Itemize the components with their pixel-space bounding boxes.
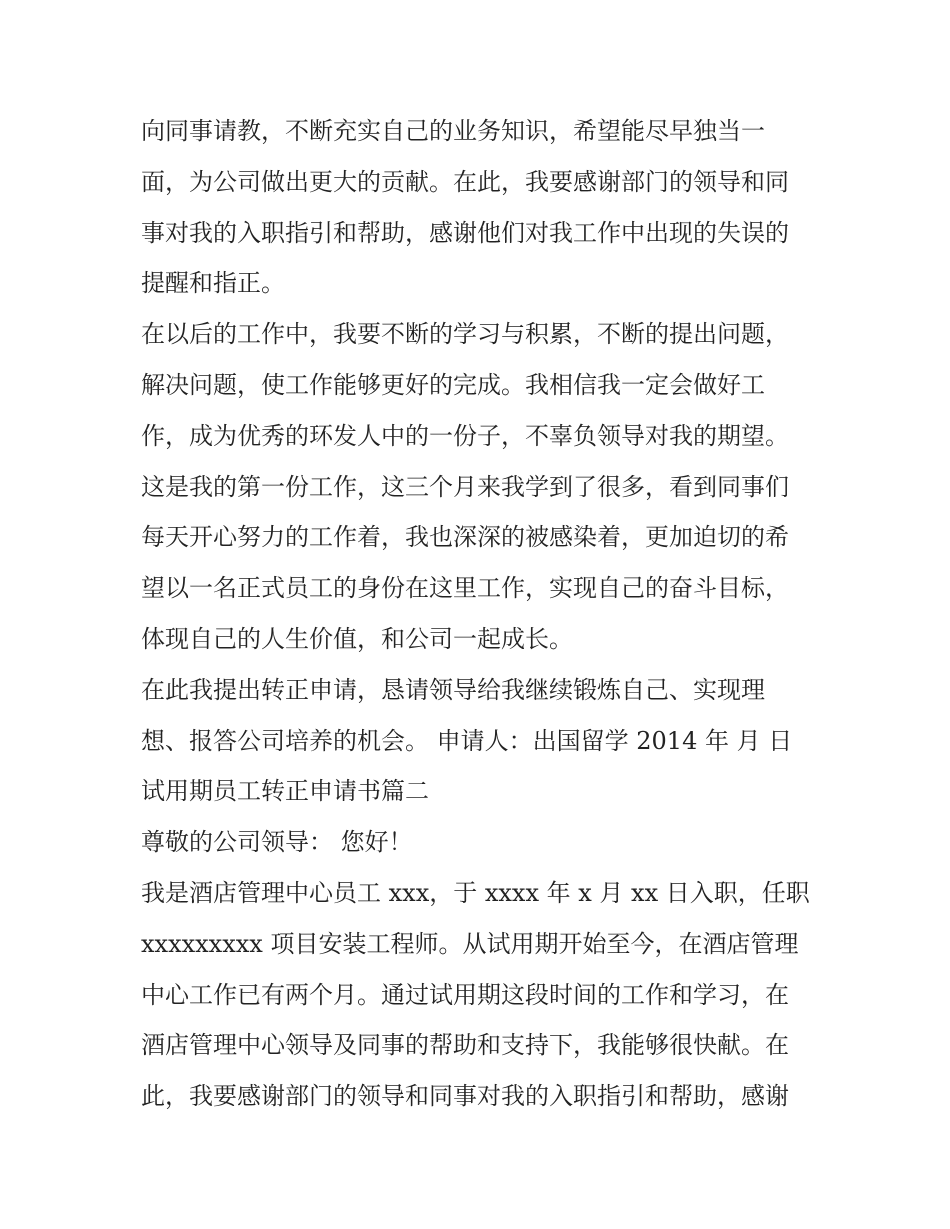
text-line: 中心工作已有两个月。通过试用期这段时间的工作和学习，在	[141, 980, 789, 1009]
text-line: 作，成为优秀的环发人中的一份子，不辜负领导对我的期望。	[141, 421, 789, 450]
text-line: 在此我提出转正申请，恳请领导给我继续锻炼自己、实现理	[141, 675, 765, 704]
text-line: 想、报答公司培养的机会。 申请人：出国留学 2014 年 月 日	[141, 726, 793, 755]
text-line: 这是我的第一份工作，这三个月来我学到了很多，看到同事们	[141, 472, 789, 501]
section-heading: 试用期员工转正申请书篇二	[141, 777, 429, 806]
text-line: 每天开心努力的工作着，我也深深的被感染着，更加迫切的希	[141, 523, 789, 552]
text-line: 望以一名正式员工的身份在这里工作，实现自己的奋斗目标，	[141, 574, 789, 603]
text-line: xxxxxxxxx 项目安装工程师。从试用期开始至今，在酒店管理	[141, 929, 799, 958]
text-line: 我是酒店管理中心员工 xxx，于 xxxx 年 x 月 xx 日入职，任职	[141, 878, 810, 907]
text-line: 解决问题，使工作能够更好的完成。我相信我一定会做好工	[141, 370, 765, 399]
text-line: 事对我的入职指引和帮助，感谢他们对我工作中出现的失误的	[141, 218, 789, 247]
text-line: 向同事请教，不断充实自己的业务知识，希望能尽早独当一	[141, 117, 765, 145]
text-line: 体现自己的人生价值，和公司一起成长。	[141, 624, 573, 653]
text-line: 酒店管理中心领导及同事的帮助和支持下，我能够很快献。在	[141, 1031, 789, 1060]
text-line: 此，我要感谢部门的领导和同事对我的入职指引和帮助，感谢	[141, 1082, 789, 1111]
text-line: 面，为公司做出更大的贡献。在此，我要感谢部门的领导和同	[141, 167, 789, 196]
text-line: 在以后的工作中，我要不断的学习与积累，不断的提出问题，	[141, 320, 789, 349]
text-line: 提醒和指正。	[141, 269, 285, 298]
salutation: 尊敬的公司领导： 您好！	[141, 828, 413, 857]
document-body	[141, 106, 821, 1122]
